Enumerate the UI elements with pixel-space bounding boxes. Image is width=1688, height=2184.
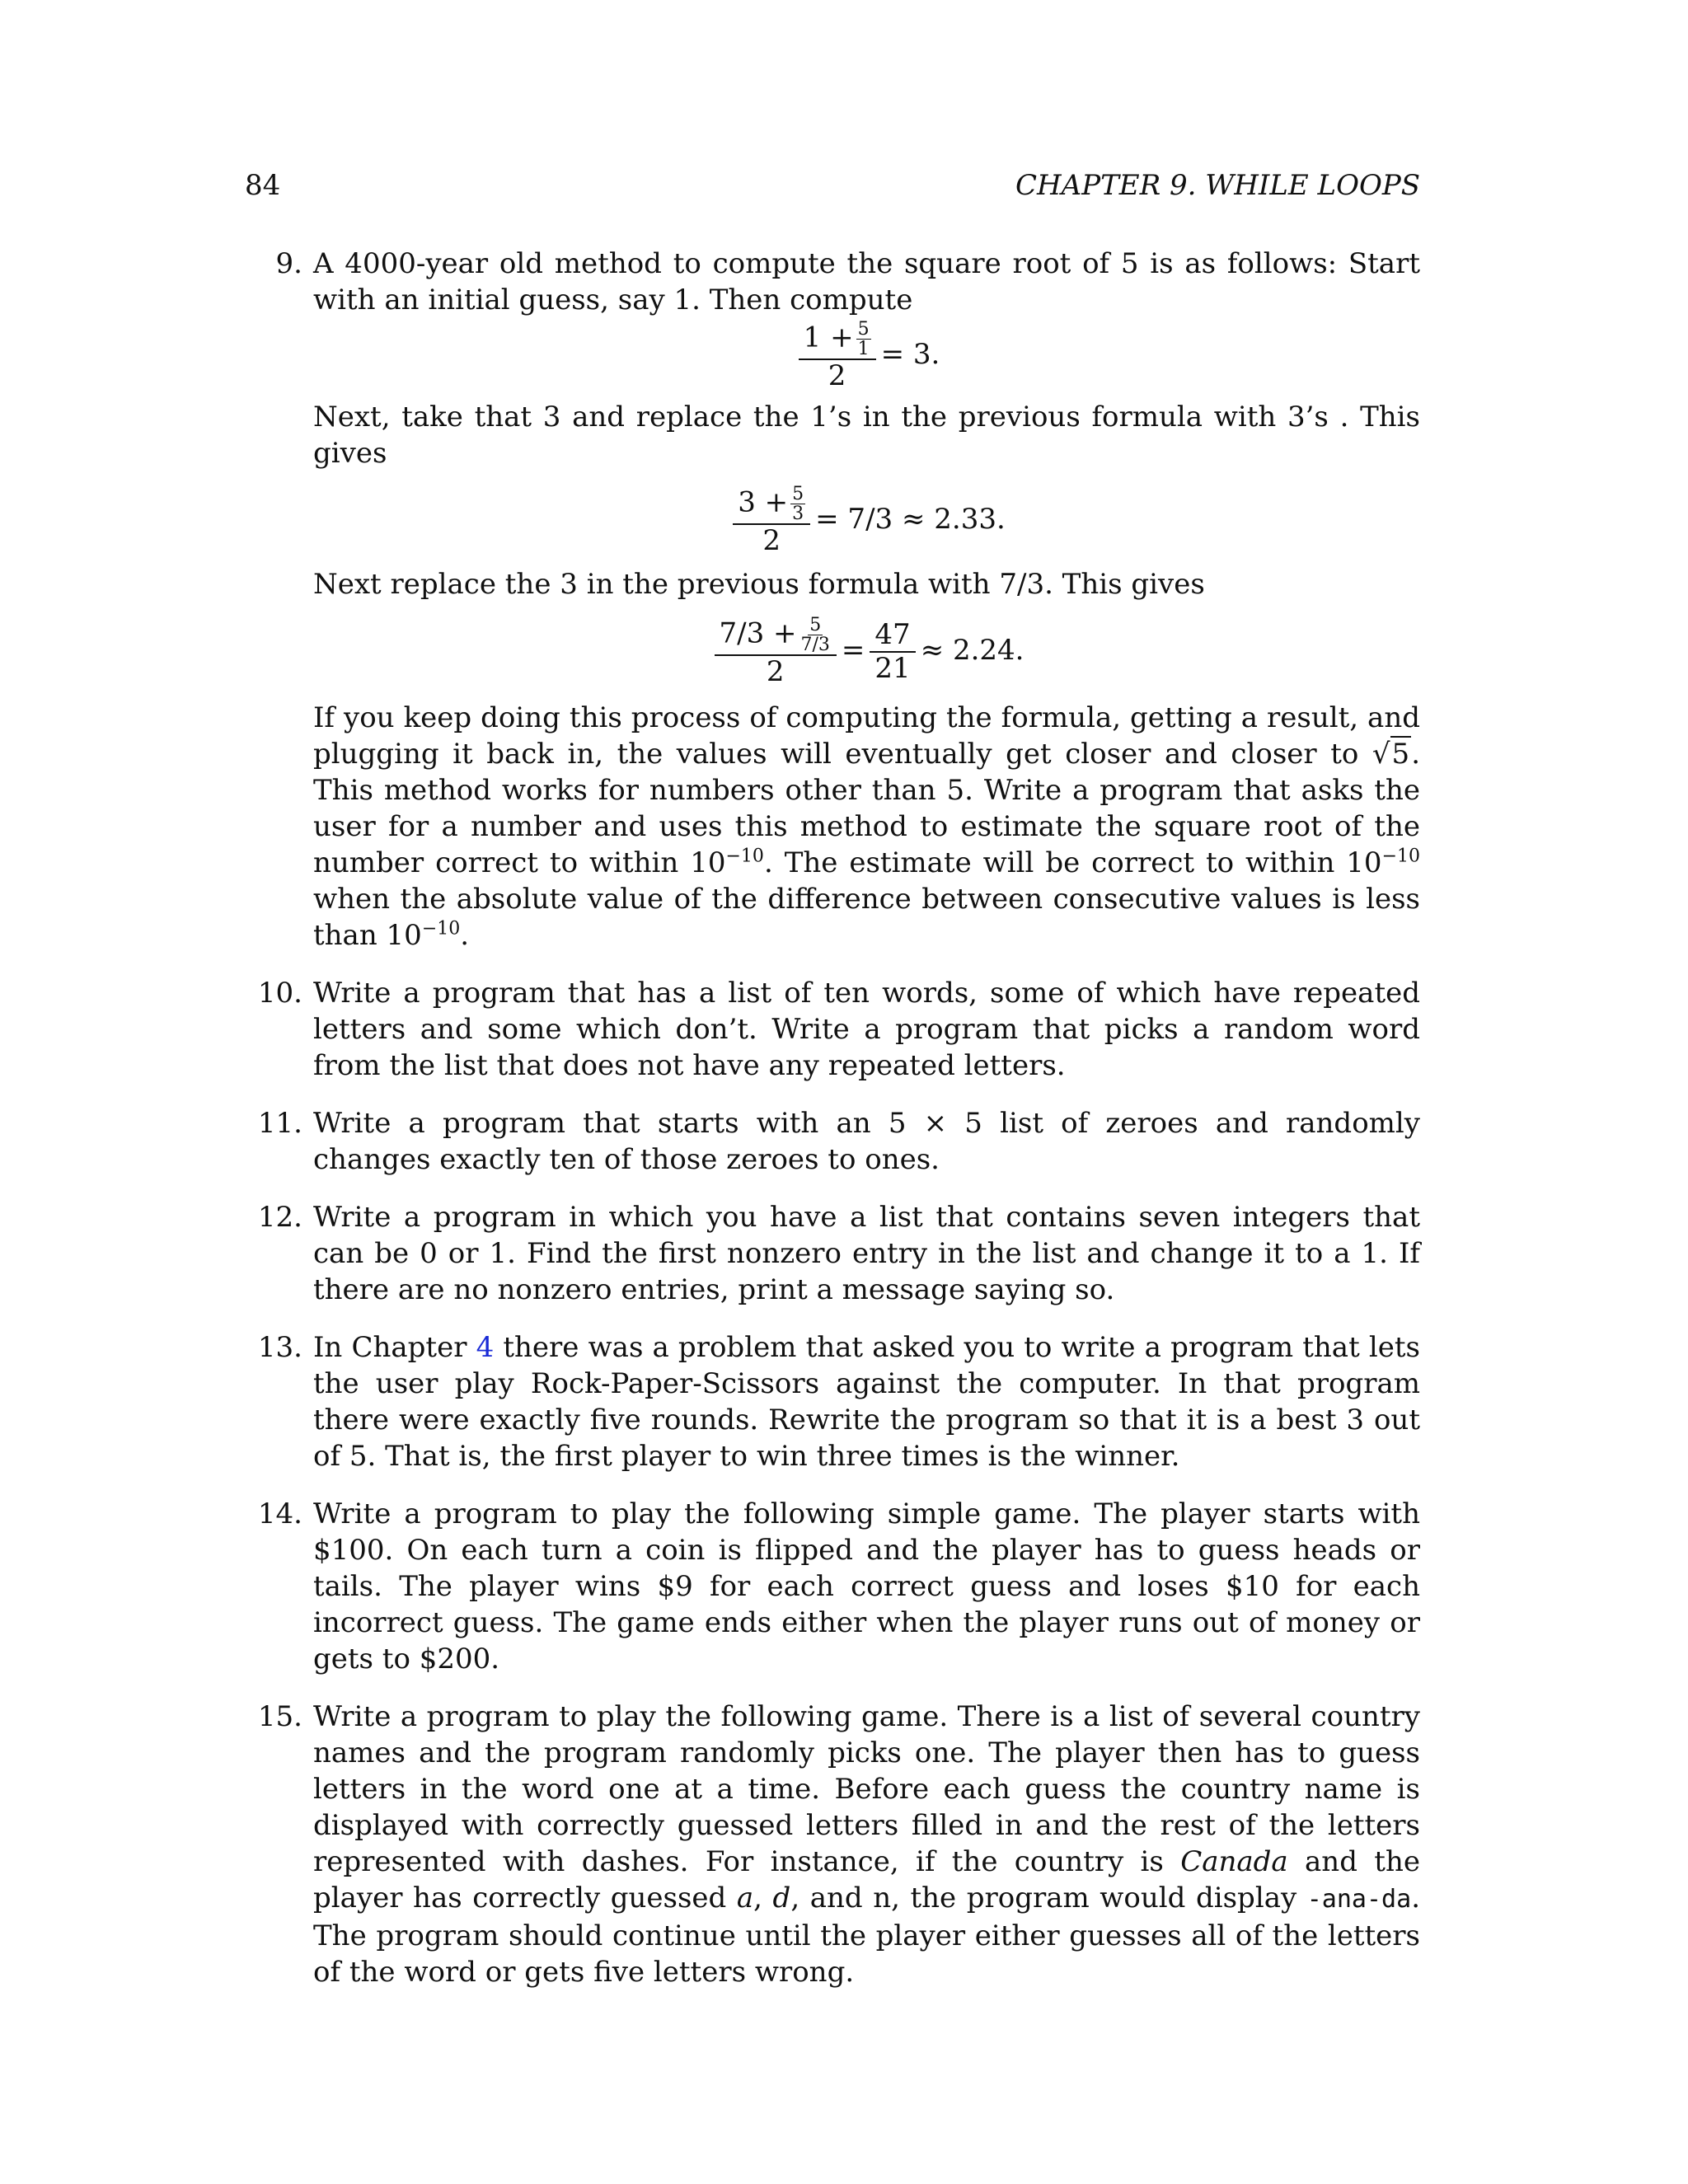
exercise-text: Write a program that has a list of ten words, some of which have repeated letters and some which don’t. Write a program that picks a random word from the list that does not have any repeated letters. (313, 976, 1420, 1082)
fraction: 1 + $\frac{5}{1}$ 2 (799, 320, 876, 392)
exercise-text: Write a program to play the following game. There is a list of several country names and the program randomly picks one. The player then has to guess letters in the word one at a time. Before each guess the country name is displayed with correctly guessed letters filled in and the rest of the letters represented with dashes. For instance, if the country is Canada and the player has correctly guessed a, d, and n, the program would display -ana-da. The program should continue until the player either guesses all of the letters of the word or gets five letters wrong. (313, 1699, 1420, 1989)
exercise-text: Write a program that starts with an 5 × 5 list of zeroes and randomly changes exactly ten of those zeroes to ones. (313, 1106, 1420, 1176)
exercise-12 (245, 1199, 1420, 1308)
exercise-9-conclusion: If you keep doing this process of computing the formula, getting a result, and plugging it back in, the values will eventually get closer and closer to √5. This method works for numbers other than 5. Write a program that asks the user for a number and uses this method to estimate the square root of the number correct to within $10^{-10}$. The estimate will be correct to within $10^{-10}$ when the absolute value of the difference between consecutive values is less than $10^{-10}$. (313, 701, 1420, 952)
exercise-9-mid2: Next replace the 3 in the previous formula with 7/3. This gives (313, 567, 1205, 601)
exercise-number: 13. (257, 1330, 302, 1364)
exercise-10 (245, 975, 1420, 1084)
exercise-list (245, 246, 1420, 2012)
exercise-9-mid1: Next, take that 3 and replace the 1’s in the previous formula with 3’s . This gives (313, 401, 1420, 471)
exercise-9 (245, 246, 1420, 954)
equation-3: 7/3 + $\frac{5}{7/3}$ 2 = $\frac{47}{21}$ ≈ 2.24. (313, 616, 1420, 688)
exercise-number: 15. (257, 1699, 302, 1733)
exercise-text: In Chapter 4 there was a problem that asked you to write a program that lets the user play Rock-Paper-Scissors against the computer. In that program there were exactly five rounds. Rewrite the program so that it is a best 3 out of 5. That is, the first player to win three times is the winner. (313, 1330, 1420, 1473)
equation-2: 3 + $\frac{5}{3}$ 2 = 7/3 ≈ 2.33. (313, 485, 1420, 557)
equation-1: 1 + $\frac{5}{1}$ 2 = 3. (313, 320, 1420, 392)
exercise-14 (245, 1496, 1420, 1677)
exercise-9-intro: A 4000-year old method to compute the square root of 5 is as follows: Start with an initial guess, say 1. Then compute (313, 247, 1420, 316)
exercise-number: 9. (275, 247, 302, 280)
chapter-4-link[interactable]: 4 (476, 1330, 495, 1364)
exercise-number: 10. (257, 976, 302, 1010)
exercise-15 (245, 1699, 1420, 1990)
fraction: 7/3 + $\frac{5}{7/3}$ 2 (715, 616, 837, 688)
exercise-13 (245, 1329, 1420, 1474)
exercise-text: Write a program to play the following simple game. The player starts with $100. On each turn a coin is flipped and the player has to guess heads or tails. The player wins $9 for each correct guess and loses $10 for each incorrect guess. The game ends either when the player runs out of money or gets to $200. (313, 1497, 1420, 1675)
fraction: $\frac{47}{21}$ (870, 619, 915, 685)
exercise-number: 14. (257, 1497, 302, 1530)
fraction: 3 + $\frac{5}{3}$ 2 (733, 485, 810, 557)
exercise-11 (245, 1105, 1420, 1178)
code-snippet: -ana-da (1306, 1884, 1412, 1914)
exercise-number: 11. (257, 1106, 302, 1140)
exercise-number: 12. (257, 1200, 302, 1234)
exercise-text: Write a program in which you have a list that contains seven integers that can be 0 or 1. Find the first nonzero entry in the list and change it to a 1. If there are no nonzero entries, print a message saying so. (313, 1200, 1420, 1306)
chapter-title: CHAPTER 9. WHILE LOOPS (1015, 169, 1420, 202)
sqrt-symbol: √5 (1372, 737, 1410, 771)
page-number: 84 (245, 169, 281, 202)
